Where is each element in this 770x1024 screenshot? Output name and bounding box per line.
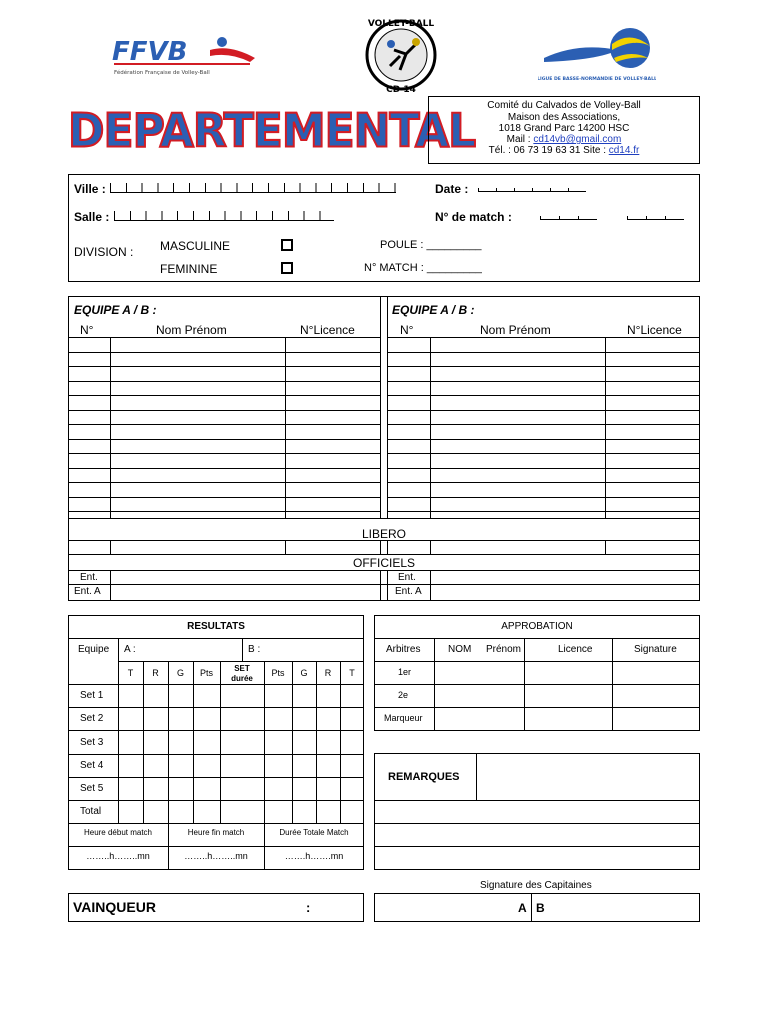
results-col-r-b: R	[324, 668, 332, 678]
team-a-row-line	[68, 453, 380, 454]
officiels-label: OFFICIELS	[352, 556, 415, 570]
results-line	[118, 661, 364, 662]
team-b-title: EQUIPE A / B :	[392, 303, 475, 317]
results-line	[68, 846, 364, 847]
ville-field[interactable]	[110, 183, 396, 193]
approbation-licence-header: Licence	[558, 644, 593, 655]
document-title: DEPARTEMENTAL	[68, 104, 476, 159]
team-b-row-line	[387, 497, 700, 498]
results-col-line	[242, 638, 243, 661]
results-title: RESULTATS	[187, 621, 245, 632]
results-line	[68, 823, 364, 824]
team-b-col-line	[605, 337, 606, 518]
arbitres-label: Arbitres	[386, 644, 421, 655]
results-col-t-b: T	[349, 668, 355, 678]
captain-b-label: B	[536, 901, 545, 915]
salle-field[interactable]	[114, 211, 334, 221]
cd14-logo-bottom-text: CD 14	[386, 85, 416, 95]
ville-label: Ville :	[74, 182, 106, 196]
ffvb-logo-subtitle: Fédération Française de Volley-Ball	[114, 70, 210, 76]
committee-line3: 1018 Grand Parc 14200 HSC	[498, 123, 630, 134]
arbitre-1-label: 1er	[398, 667, 412, 677]
officiels-mid-line	[380, 570, 381, 601]
results-col-line	[118, 638, 119, 823]
libero-row-line	[68, 554, 700, 555]
team-b-row-line	[387, 381, 700, 382]
results-row-set-3: Set 3	[80, 737, 104, 748]
masculine-label: MASCULINE	[160, 239, 231, 253]
team-a-col-licence: N°Licence	[300, 323, 355, 337]
team-b-row-line	[387, 352, 700, 353]
n-match-field[interactable]: N° MATCH : _________	[364, 262, 482, 274]
results-col-g-b: G	[300, 668, 308, 678]
salle-label: Salle :	[74, 210, 110, 224]
team-a-ent-label: Ent.	[80, 572, 98, 583]
arbitre-2-label: 2e	[398, 690, 409, 700]
feminine-label: FEMININE	[160, 262, 218, 276]
officiels-col-line	[430, 570, 431, 601]
results-col-line	[143, 661, 144, 823]
tel-label: Tél. : 06 73 19 63 31 Site :	[488, 145, 609, 156]
team-b-row-line	[387, 366, 700, 367]
libero-mid-line	[387, 540, 388, 554]
match-number-field-2[interactable]	[627, 208, 684, 220]
libero-col-line	[430, 540, 431, 554]
results-line	[68, 777, 364, 778]
set-duree-header: SET durée	[231, 664, 253, 683]
team-a-row-line	[68, 482, 380, 483]
results-col-t-a: T	[127, 668, 134, 678]
results-line	[68, 684, 364, 685]
team-a-row-line	[68, 366, 380, 367]
team-a-ent-a-label: Ent. A	[74, 586, 101, 597]
libero-col-line	[605, 540, 606, 554]
results-col-line	[168, 661, 169, 823]
site-link[interactable]: cd14.fr	[608, 145, 640, 156]
team-b-row-line	[387, 410, 700, 411]
libero-col-line	[285, 540, 286, 554]
mail-link[interactable]: cd14vb@gmail.com	[533, 134, 622, 145]
match-number-label: N° de match :	[435, 210, 512, 224]
team-a-col-no: N°	[80, 323, 94, 337]
team-a-row-line	[68, 439, 380, 440]
results-row-total: Total	[80, 806, 102, 817]
libero-mid-line	[380, 540, 381, 554]
ffvb-logo	[110, 34, 260, 78]
officiels-line	[68, 584, 700, 585]
team-b-col-no: N°	[400, 323, 414, 337]
heure-debut-label: Heure début match	[83, 828, 153, 837]
team-b-col-line	[430, 337, 431, 518]
team-a-row-line	[68, 424, 380, 425]
officiels-line	[68, 570, 700, 571]
results-col-line	[292, 661, 293, 823]
team-a-row-line	[68, 511, 380, 512]
heure-fin-label: Heure fin match	[187, 828, 245, 837]
marqueur-label: Marqueur	[384, 713, 423, 723]
results-col-line	[220, 661, 221, 823]
team-a-row-line	[68, 468, 380, 469]
mail-label: Mail :	[506, 134, 534, 145]
ligue-logo	[538, 24, 656, 84]
duree-totale-label: Durée Totale Match	[279, 828, 349, 837]
results-line	[68, 707, 364, 708]
results-col-pts-b: Pts	[271, 668, 285, 678]
team-a-score-label: A :	[124, 644, 136, 655]
team-b-score-label: B :	[248, 644, 261, 655]
approbation-title: APPROBATION	[501, 621, 573, 632]
date-field[interactable]	[478, 180, 586, 192]
approbation-prenom-header: Prénom	[486, 644, 522, 655]
heure-fin-field[interactable]: ……..h……..mn	[184, 851, 248, 861]
approbation-box	[374, 615, 700, 731]
team-a-row-line	[68, 395, 380, 396]
heure-debut-field[interactable]: ……..h……..mn	[86, 851, 150, 861]
team-b-row-line	[387, 468, 700, 469]
team-a-col-line	[285, 337, 286, 518]
team-b-row-line	[387, 453, 700, 454]
team-a-row-line	[68, 410, 380, 411]
results-col-g-a: G	[176, 668, 184, 678]
team-a-row-line	[68, 381, 380, 382]
signature-capitaines-label: Signature des Capitaines	[480, 880, 592, 891]
committee-line2: Maison des Associations,	[507, 112, 621, 123]
team-a-title: EQUIPE A / B :	[74, 303, 157, 317]
team-b-row-line	[387, 482, 700, 483]
results-col-pts-a: Pts	[199, 668, 213, 678]
results-line	[68, 730, 364, 731]
team-b-ent-label: Ent.	[398, 572, 416, 583]
ligue-logo-caption: LIGUE DE BASSE-NORMANDIE DE VOLLEY-BALL	[538, 77, 656, 82]
date-label: Date :	[435, 182, 469, 196]
results-col-line	[264, 661, 265, 823]
approbation-nom-header: NOM	[448, 644, 472, 655]
libero-col-line	[110, 540, 111, 554]
team-a-col-name: Nom Prénom	[156, 323, 227, 337]
team-b-row-line	[387, 511, 700, 512]
roster-bottom-line	[68, 518, 700, 519]
officiels-col-line	[110, 570, 111, 601]
cd14-logo-top-text: VOLLEY-BALL	[367, 19, 435, 29]
results-col-r-a: R	[152, 668, 159, 678]
team-b-row-line	[387, 424, 700, 425]
team-b-row-line	[387, 337, 700, 338]
team-b-ent-a-label: Ent. A	[395, 586, 422, 597]
cd14-logo	[360, 14, 442, 96]
results-line	[68, 800, 364, 801]
feminine-checkbox[interactable]	[281, 262, 293, 274]
equipe-label: Equipe	[78, 644, 110, 655]
team-b-col-licence: N°Licence	[627, 323, 682, 337]
poule-field[interactable]: POULE : _________	[380, 239, 482, 251]
approbation-signature-header: Signature	[634, 644, 677, 655]
results-row-set-4: Set 4	[80, 760, 104, 771]
team-b-col-name: Nom Prénom	[480, 323, 551, 337]
ffvb-logo-text: FFVB	[112, 37, 188, 67]
team-a-col-line	[110, 337, 111, 518]
remarques-label: REMARQUES	[388, 771, 460, 783]
results-line	[68, 754, 364, 755]
results-row-set-5: Set 5	[80, 783, 104, 794]
team-a-row-line	[68, 352, 380, 353]
results-row-set-2: Set 2	[80, 713, 104, 724]
results-line	[68, 638, 364, 639]
committee-line1: Comité du Calvados de Volley-Ball	[487, 100, 641, 111]
team-a-row-line	[68, 337, 380, 338]
team-a-row-line	[68, 497, 380, 498]
results-row-set-1: Set 1	[80, 690, 104, 701]
vainqueur-colon: :	[306, 900, 311, 915]
division-label: DIVISION :	[74, 245, 134, 259]
duree-totale-field[interactable]: …….h…….mn	[284, 851, 344, 861]
match-number-field-1[interactable]	[540, 208, 597, 220]
results-col-line	[340, 661, 341, 823]
libero-label: LIBERO	[361, 527, 406, 541]
team-b-row-line	[387, 395, 700, 396]
officiels-mid-line	[387, 570, 388, 601]
committee-tel-line	[428, 146, 700, 156]
results-col-line	[316, 661, 317, 823]
captain-a-label: A	[518, 901, 527, 915]
vainqueur-label: VAINQUEUR	[73, 899, 156, 915]
masculine-checkbox[interactable]	[281, 239, 293, 251]
results-col-line	[193, 661, 194, 823]
team-b-row-line	[387, 439, 700, 440]
committee-mail-line	[428, 135, 700, 145]
